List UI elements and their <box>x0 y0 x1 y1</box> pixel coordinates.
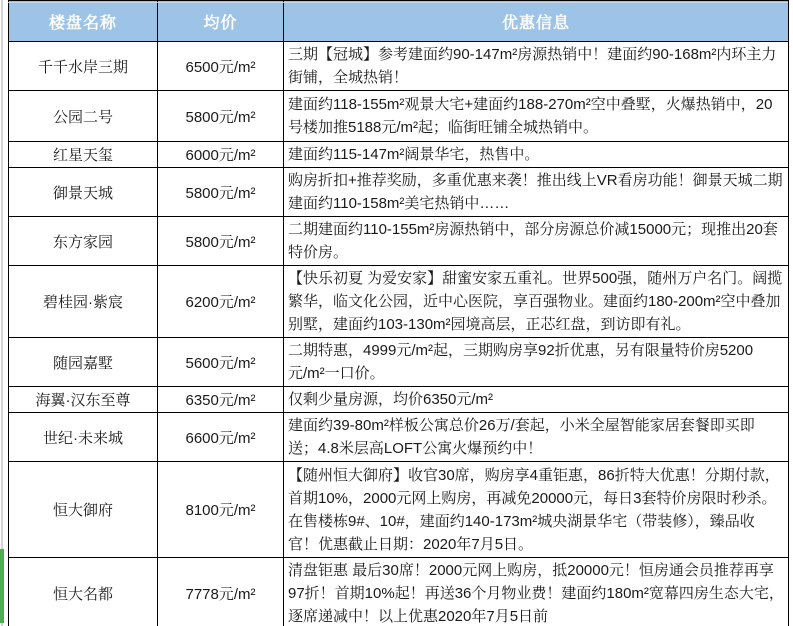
selection-green-edge <box>0 549 4 623</box>
property-name-cell[interactable]: 世纪·未来城 <box>9 413 158 462</box>
promo-info-cell[interactable]: 购房折扣+推荐奖励，多重优惠来袭！推出线上VR看房功能！御景天城二期建面约110-158m²美宅热销中…… <box>284 168 789 217</box>
table-body <box>9 42 789 626</box>
avg-price-cell[interactable]: 6500元/m² <box>158 42 284 91</box>
property-name-cell[interactable]: 红星天玺 <box>9 142 158 168</box>
property-name-cell[interactable]: 公园二号 <box>9 91 158 142</box>
avg-price-cell[interactable]: 5800元/m² <box>158 91 284 142</box>
table-header <box>9 1 789 42</box>
promo-info-cell[interactable]: 【快乐初夏 为爱安家】甜蜜安家五重礼。世界500强，随州万户名门。阔揽繁华，临文化公园，近中心医院，享百强物业。建面约180-200m²空中叠加别墅，建面约103-130m²园境高层，正芯红盘，到访即有礼。 <box>284 266 789 338</box>
avg-price-cell[interactable]: 8100元/m² <box>158 462 284 558</box>
table-row <box>9 168 789 217</box>
header-avg-price[interactable]: 均价 <box>158 1 284 42</box>
table-row <box>9 338 789 387</box>
table-row <box>9 91 789 142</box>
property-name-cell[interactable]: 海翼·汉东至尊 <box>9 387 158 413</box>
table-row <box>9 42 789 91</box>
promo-info-cell[interactable]: 清盘钜惠 最后30席！2000元网上购房，抵20000元！恒房通会员推荐再享97折！首期10%起！再送36个月物业费！建面约180m²宽幕四房生态大宅，逐席递减中！以上优惠2020年7月5日前 <box>284 558 789 626</box>
listings-table <box>8 0 789 626</box>
table-row <box>9 217 789 266</box>
property-name-cell[interactable]: 恒大御府 <box>9 462 158 558</box>
avg-price-cell[interactable]: 6000元/m² <box>158 142 284 168</box>
avg-price-cell[interactable]: 5600元/m² <box>158 338 284 387</box>
avg-price-cell[interactable]: 6600元/m² <box>158 413 284 462</box>
header-row <box>9 1 789 42</box>
promo-info-cell[interactable]: 二期建面约110-155m²房源热销中，部分房源总价减15000元；现推出20套特价房。 <box>284 217 789 266</box>
promo-info-cell[interactable]: 建面约115-147m²阔景华宅，热售中。 <box>284 142 789 168</box>
table-row <box>9 462 789 558</box>
promo-info-cell[interactable]: 建面约39-80m²样板公寓总价26万/套起，小米全屋智能家居套餐即买即送；4.8米层高LOFT公寓火爆预约中！ <box>284 413 789 462</box>
avg-price-cell[interactable]: 5800元/m² <box>158 168 284 217</box>
property-name-cell[interactable]: 碧桂园·紫宸 <box>9 266 158 338</box>
property-name-cell[interactable]: 恒大名都 <box>9 558 158 626</box>
table-row <box>9 266 789 338</box>
promo-info-cell[interactable]: 三期【冠城】参考建面约90-147m²房源热销中！建面约90-168m²内环主力街铺，全城热销！ <box>284 42 789 91</box>
table-row <box>9 558 789 626</box>
table-row <box>9 387 789 413</box>
property-name-cell[interactable]: 随园嘉墅 <box>9 338 158 387</box>
promo-info-cell[interactable]: 建面约118-155m²观景大宅+建面约188-270m²空中叠墅，火爆热销中，20号楼加推5188元/m²起；临街旺铺全城热销中。 <box>284 91 789 142</box>
avg-price-cell[interactable]: 6350元/m² <box>158 387 284 413</box>
promo-info-cell[interactable]: 仅剩少量房源，均价6350元/m² <box>284 387 789 413</box>
property-name-cell[interactable]: 御景天城 <box>9 168 158 217</box>
table-row <box>9 413 789 462</box>
promo-info-cell[interactable]: 【随州恒大御府】收官30席，购房享4重钜惠，86折特大优惠！分期付款，首期10%，2000元网上购房，再减免20000元，每日3套特价房限时秒杀。在售楼栋9#、10#，建面约140-173m²城央湖景华宅（带装修），臻品收官！优惠截止日期：2020年7月5日。 <box>284 462 789 558</box>
property-name-cell[interactable]: 东方家园 <box>9 217 158 266</box>
promo-info-cell[interactable]: 二期特惠，4999元/m²起，三期购房享92折优惠，另有限量特价房5200元/m²一口价。 <box>284 338 789 387</box>
avg-price-cell[interactable]: 5800元/m² <box>158 217 284 266</box>
left-column-gridline <box>1 0 3 626</box>
header-promo-info[interactable]: 优惠信息 <box>284 1 789 42</box>
header-top-gridline <box>8 2 788 3</box>
avg-price-cell[interactable]: 6200元/m² <box>158 266 284 338</box>
header-property-name[interactable]: 楼盘名称 <box>9 1 158 42</box>
avg-price-cell[interactable]: 7778元/m² <box>158 558 284 626</box>
property-name-cell[interactable]: 千千水岸三期 <box>9 42 158 91</box>
table-row <box>9 142 789 168</box>
